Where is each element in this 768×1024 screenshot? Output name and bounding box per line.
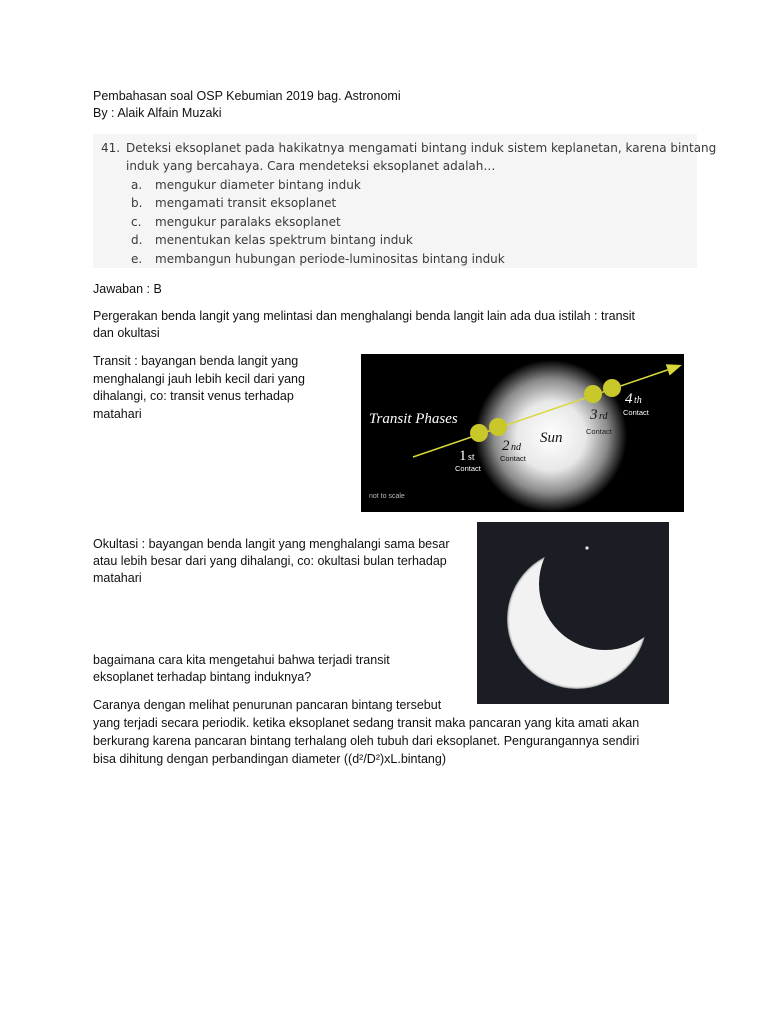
question-number: 41.	[101, 141, 121, 155]
transit-line-1: Transit : bayangan benda langit yang	[93, 354, 299, 368]
explanation-line-1: Caranya dengan melihat penurunan pancaran bintang tersebut	[93, 698, 442, 712]
figure-title: Transit Phases	[369, 411, 458, 427]
not-to-scale-note: not to scale	[369, 493, 405, 500]
option-e	[131, 251, 505, 267]
document-author: By : Alaik Alfain Muzaki	[93, 106, 222, 120]
transit-line-2: menghalangi jauh lebih kecil dari yang	[93, 372, 305, 386]
okultasi-line-1: Okultasi : bayangan benda langit yang menghalangi sama besar	[93, 537, 450, 551]
planet-3rd-contact	[584, 385, 602, 403]
option-text: mengukur paralaks eksoplanet	[155, 215, 341, 229]
intro-line-2: dan okultasi	[93, 326, 160, 340]
option-letter: c.	[131, 215, 142, 229]
transit-line-4: matahari	[93, 407, 142, 421]
document-title: Pembahasan soal OSP Kebumian 2019 bag. Astronomi	[93, 89, 401, 103]
contact-4-number: 4	[625, 391, 633, 407]
okultasi-line-3: matahari	[93, 571, 142, 585]
option-d	[131, 232, 413, 248]
question-image	[93, 134, 717, 268]
planet-1st-contact	[470, 424, 488, 442]
option-letter: d.	[131, 233, 143, 247]
option-b	[131, 195, 336, 211]
option-a	[131, 177, 361, 193]
contact-3-number: 3	[590, 407, 598, 423]
option-letter: a.	[131, 178, 143, 192]
planet-2nd-contact	[489, 418, 507, 436]
option-text: mengamati transit eksoplanet	[155, 196, 337, 210]
option-text: mengukur diameter bintang induk	[155, 178, 361, 192]
contact-1-suffix: st	[468, 452, 475, 463]
question2-line-2: eksoplanet terhadap bintang induknya?	[93, 670, 312, 684]
contact-3-label: Contact	[586, 427, 612, 436]
contact-1-number: 1	[459, 448, 467, 464]
sun-label: Sun	[540, 430, 563, 446]
intro-line-1: Pergerakan benda langit yang melintasi dan menghalangi benda langit lain ada dua istilah : transit	[93, 309, 636, 323]
okultasi-line-2: atau lebih besar dari yang dihalangi, co: okultasi bulan terhadap	[93, 554, 447, 568]
question-text-line-2: induk yang bercahaya. Cara mendeteksi eksoplanet adalah…	[126, 159, 496, 173]
answer-text: Jawaban : B	[93, 282, 162, 296]
transit-line-3: dihalangi, co: transit venus terhadap	[93, 389, 294, 403]
transit-phases-figure	[361, 354, 684, 512]
contact-2-suffix: nd	[511, 442, 521, 453]
planet-4th-contact	[603, 379, 621, 397]
explanation-line-4: bisa dihitung dengan perbandingan diameter ((d²/D²)xL.bintang)	[93, 752, 446, 766]
crescent-moon-photo	[477, 522, 669, 704]
contact-1-label: Contact	[455, 464, 481, 473]
explanation-line-2: yang terjadi secara periodik. ketika eksoplanet sedang transit maka pancaran yang kita amati akan	[93, 716, 640, 730]
crescent-moon-shape	[507, 549, 647, 689]
option-text: membangun hubungan periode-luminositas bintang induk	[155, 252, 505, 266]
option-letter: e.	[131, 252, 143, 266]
star-point	[585, 546, 588, 549]
question2-line-1: bagaimana cara kita mengetahui bahwa terjadi transit	[93, 653, 390, 667]
contact-4-suffix: th	[634, 395, 642, 406]
contact-2-number: 2	[502, 438, 510, 454]
crescent-moon-image	[477, 522, 669, 704]
option-c	[131, 214, 341, 230]
question-text-line-1: Deteksi eksoplanet pada hakikatnya mengamati bintang induk sistem keplanetan, karena bintang	[126, 141, 717, 155]
explanation-line-3: berkurang karena pancaran bintang terhalang oleh tubuh dari eksoplanet. Pengurangannya sendiri	[93, 734, 640, 748]
contact-2-label: Contact	[500, 454, 526, 463]
transit-diagram	[361, 354, 684, 512]
option-text: menentukan kelas spektrum bintang induk	[155, 233, 413, 247]
option-letter: b.	[131, 196, 143, 210]
contact-4-label: Contact	[623, 408, 649, 417]
contact-3-suffix: rd	[599, 411, 608, 422]
